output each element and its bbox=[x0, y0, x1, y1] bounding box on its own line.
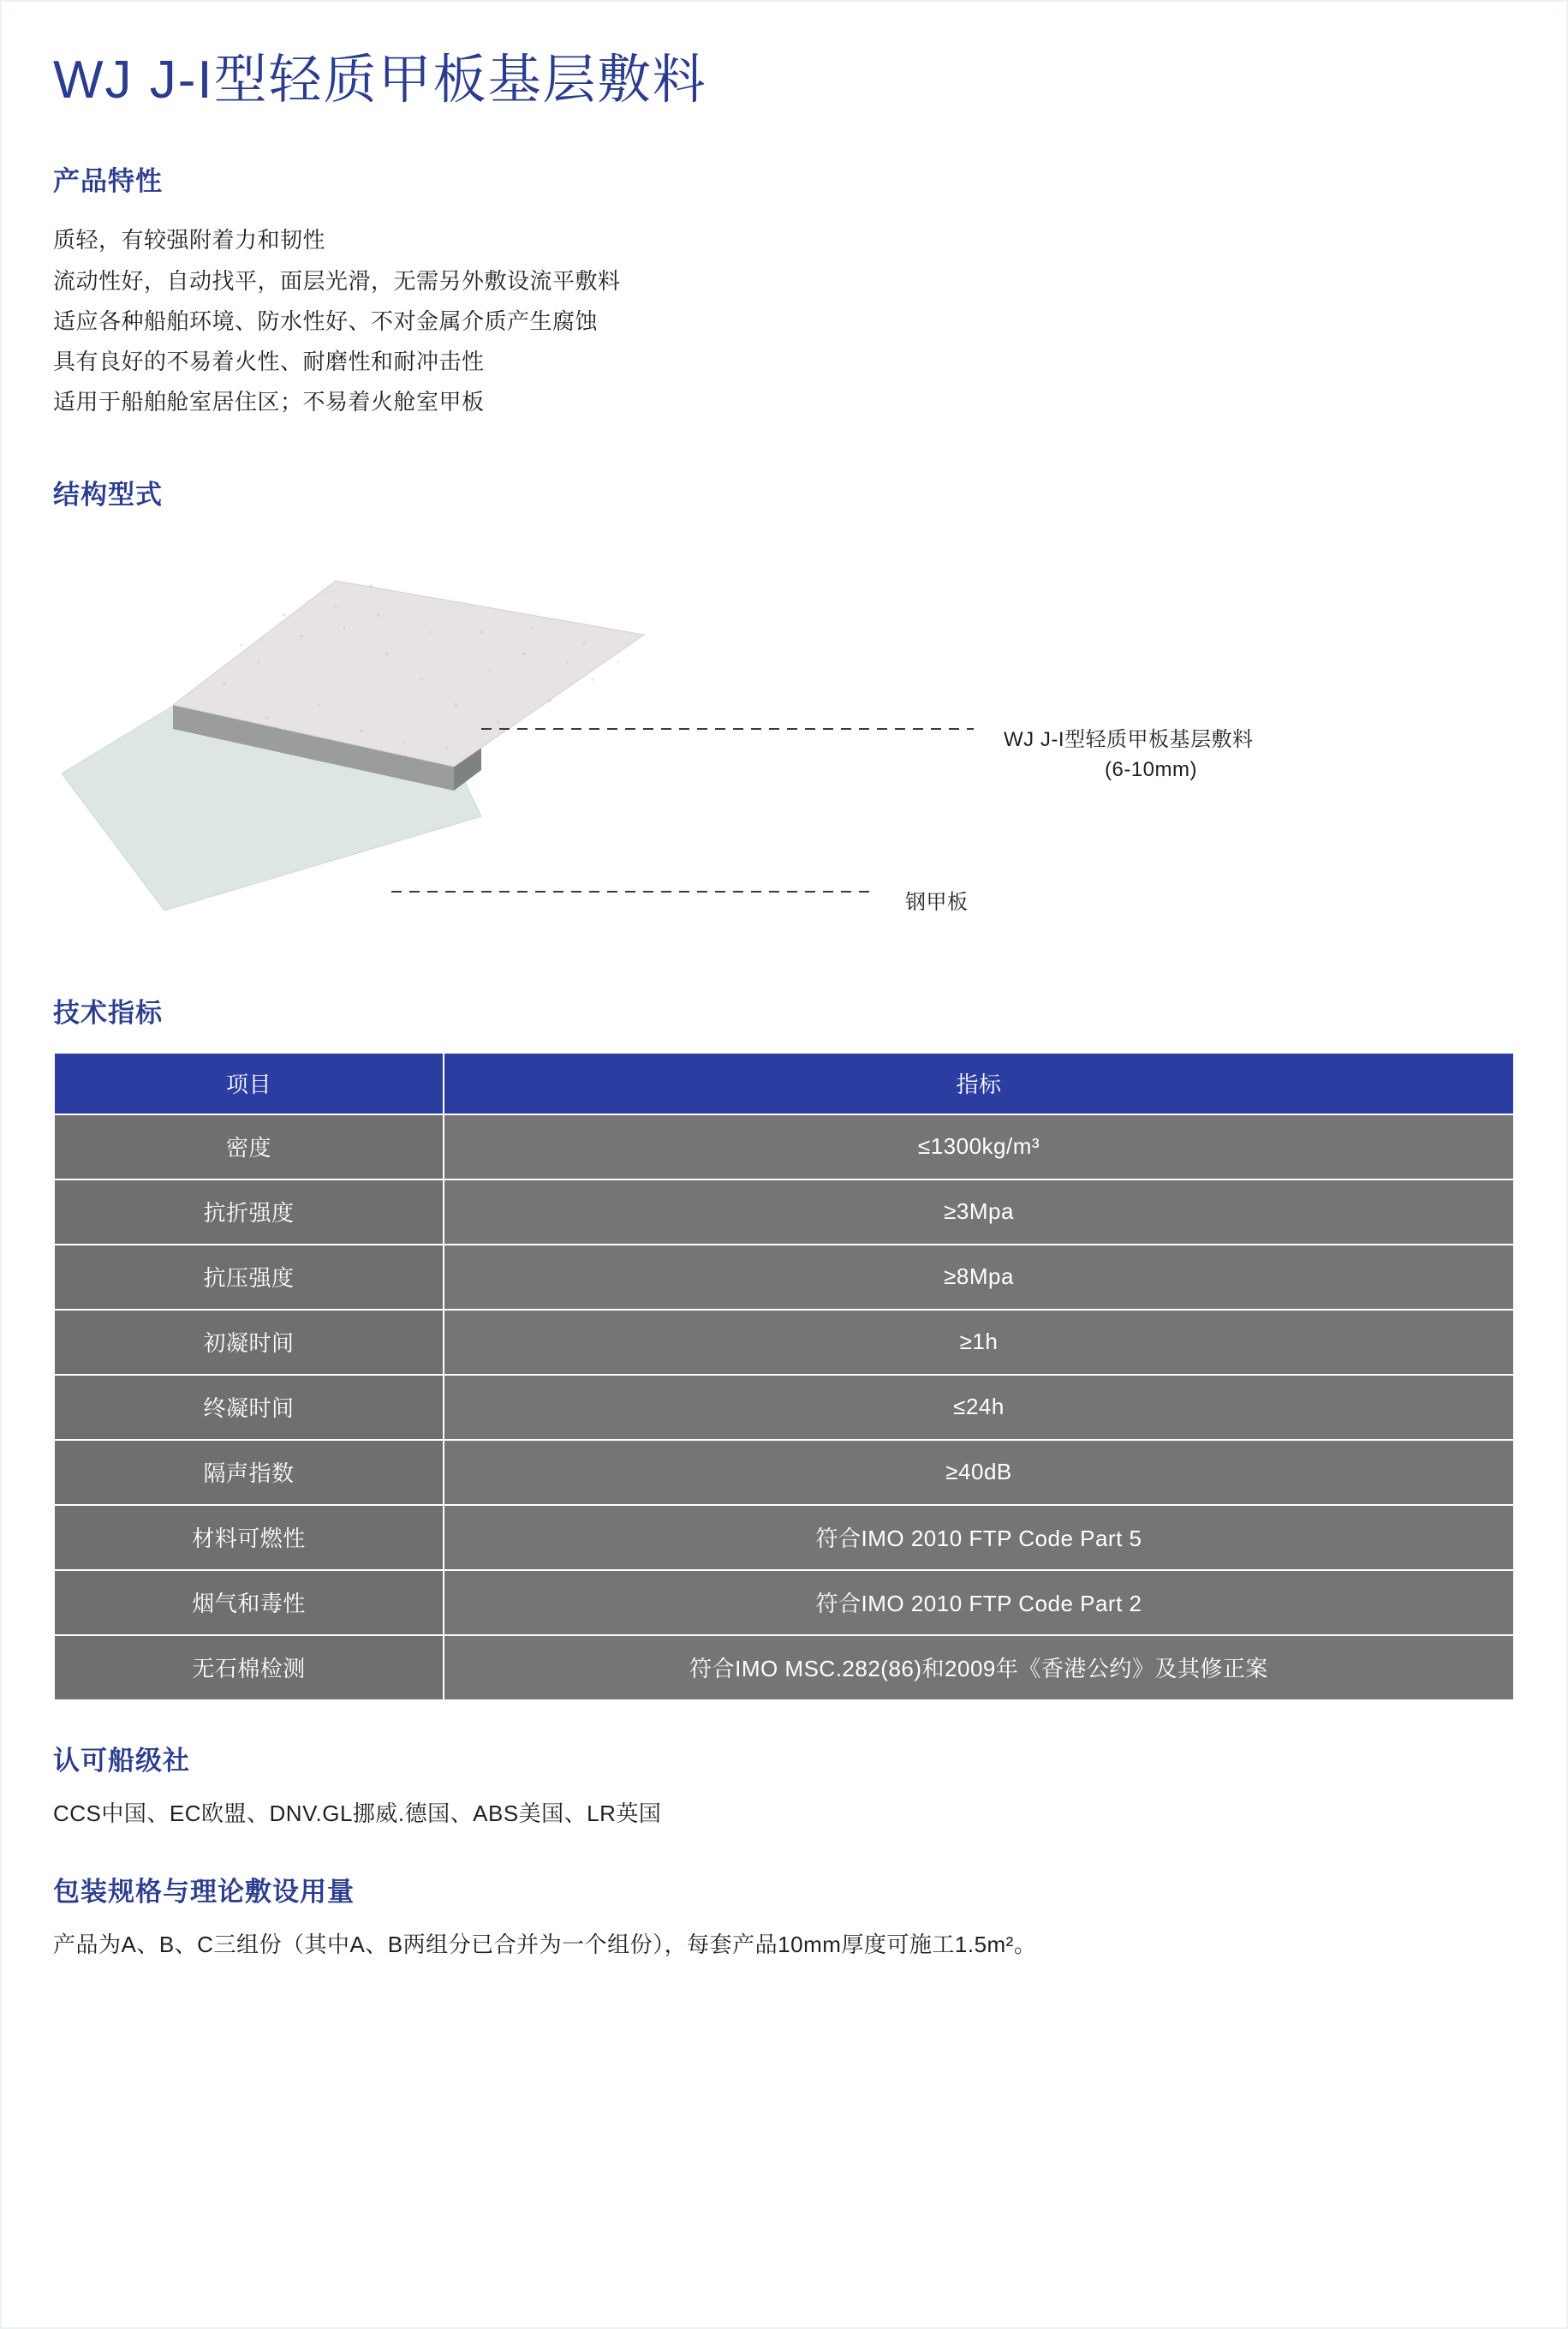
list-item: 适用于船舶舱室居住区；不易着火舱室甲板 bbox=[53, 389, 485, 415]
table-cell-item: 材料可燃性 bbox=[54, 1505, 444, 1570]
section-structure bbox=[53, 473, 1515, 962]
table-row bbox=[54, 1375, 1514, 1440]
section-heading-tech: 技术指标 bbox=[53, 997, 163, 1028]
table-row bbox=[54, 1114, 1514, 1179]
table-cell-value: ≤1300kg/m³ bbox=[444, 1114, 1514, 1179]
table-cell-value: ≥1h bbox=[444, 1310, 1514, 1375]
packaging-text: 产品为A、B、C三组份（其中A、B两组分已合并为一个组份），每套产品10mm厚度可施工1.5m²。 bbox=[53, 1931, 1037, 1957]
section-heading-structure: 结构型式 bbox=[53, 479, 163, 510]
table-column-header-item: 项目 bbox=[54, 1053, 444, 1114]
section-heading-features: 产品特性 bbox=[53, 166, 163, 197]
table-cell-value: 符合IMO MSC.282(86)和2009年《香港公约》及其修正案 bbox=[444, 1635, 1514, 1700]
table-cell-value: ≤24h bbox=[444, 1375, 1514, 1440]
feature-list bbox=[53, 220, 1515, 423]
section-packaging bbox=[53, 1870, 1515, 1963]
section-heading-packaging: 包装规格与理论敷设用量 bbox=[53, 1876, 355, 1907]
table-row bbox=[54, 1179, 1514, 1245]
list-item: 流动性好，自动找平，面层光滑，无需另外敷设流平敷料 bbox=[53, 267, 621, 294]
table-cell-value: ≥8Mpa bbox=[444, 1245, 1514, 1310]
list-item: 质轻，有较强附着力和韧性 bbox=[53, 227, 326, 254]
diagram-label-dressing-thickness: (6-10mm) bbox=[1105, 757, 1198, 781]
structure-diagram bbox=[53, 534, 1509, 945]
table-cell-value: ≥40dB bbox=[444, 1440, 1514, 1505]
table-cell-item: 抗压强度 bbox=[54, 1245, 444, 1310]
table-cell-item: 烟气和毒性 bbox=[54, 1570, 444, 1635]
table-cell-item: 无石棉检测 bbox=[54, 1635, 444, 1700]
table-row bbox=[54, 1440, 1514, 1505]
table-cell-item: 初凝时间 bbox=[54, 1310, 444, 1375]
section-heading-societies: 认可船级社 bbox=[53, 1745, 190, 1776]
table-cell-item: 抗折强度 bbox=[54, 1179, 444, 1245]
section-classification-societies bbox=[53, 1739, 1515, 1832]
table-header-row bbox=[54, 1053, 1514, 1114]
table-cell-item: 终凝时间 bbox=[54, 1375, 444, 1440]
table-cell-value: 符合IMO 2010 FTP Code Part 5 bbox=[444, 1505, 1514, 1570]
structure-diagram-wrapper bbox=[53, 534, 1515, 962]
diagram-label-dressing: WJ J-I型轻质甲板基层敷料 bbox=[1004, 727, 1254, 751]
societies-text: CCS中国、EC欧盟、DNV.GL挪威.德国、ABS美国、LR英国 bbox=[53, 1800, 662, 1826]
section-tech bbox=[53, 991, 1515, 1701]
table-cell-value: 符合IMO 2010 FTP Code Part 2 bbox=[444, 1570, 1514, 1635]
page-title: WJ J-I型轻质甲板基层敷料 bbox=[53, 51, 707, 110]
table-cell-item: 密度 bbox=[54, 1114, 444, 1179]
tech-table bbox=[53, 1052, 1515, 1701]
table-row bbox=[54, 1570, 1514, 1635]
table-cell-item: 隔声指数 bbox=[54, 1440, 444, 1505]
section-features bbox=[53, 159, 1515, 423]
list-item: 适应各种船舶环境、防水性好、不对金属介质产生腐蚀 bbox=[53, 308, 599, 334]
table-row bbox=[54, 1310, 1514, 1375]
diagram-label-steel-deck: 钢甲板 bbox=[905, 890, 969, 914]
table-row bbox=[54, 1505, 1514, 1570]
table-cell-value: ≥3Mpa bbox=[444, 1179, 1514, 1245]
list-item: 具有良好的不易着火性、耐磨性和耐冲击性 bbox=[53, 349, 485, 375]
table-row bbox=[54, 1245, 1514, 1310]
table-column-header-value: 指标 bbox=[444, 1053, 1514, 1114]
table-row bbox=[54, 1635, 1514, 1700]
page-bottom-spacer bbox=[53, 1963, 1515, 1998]
